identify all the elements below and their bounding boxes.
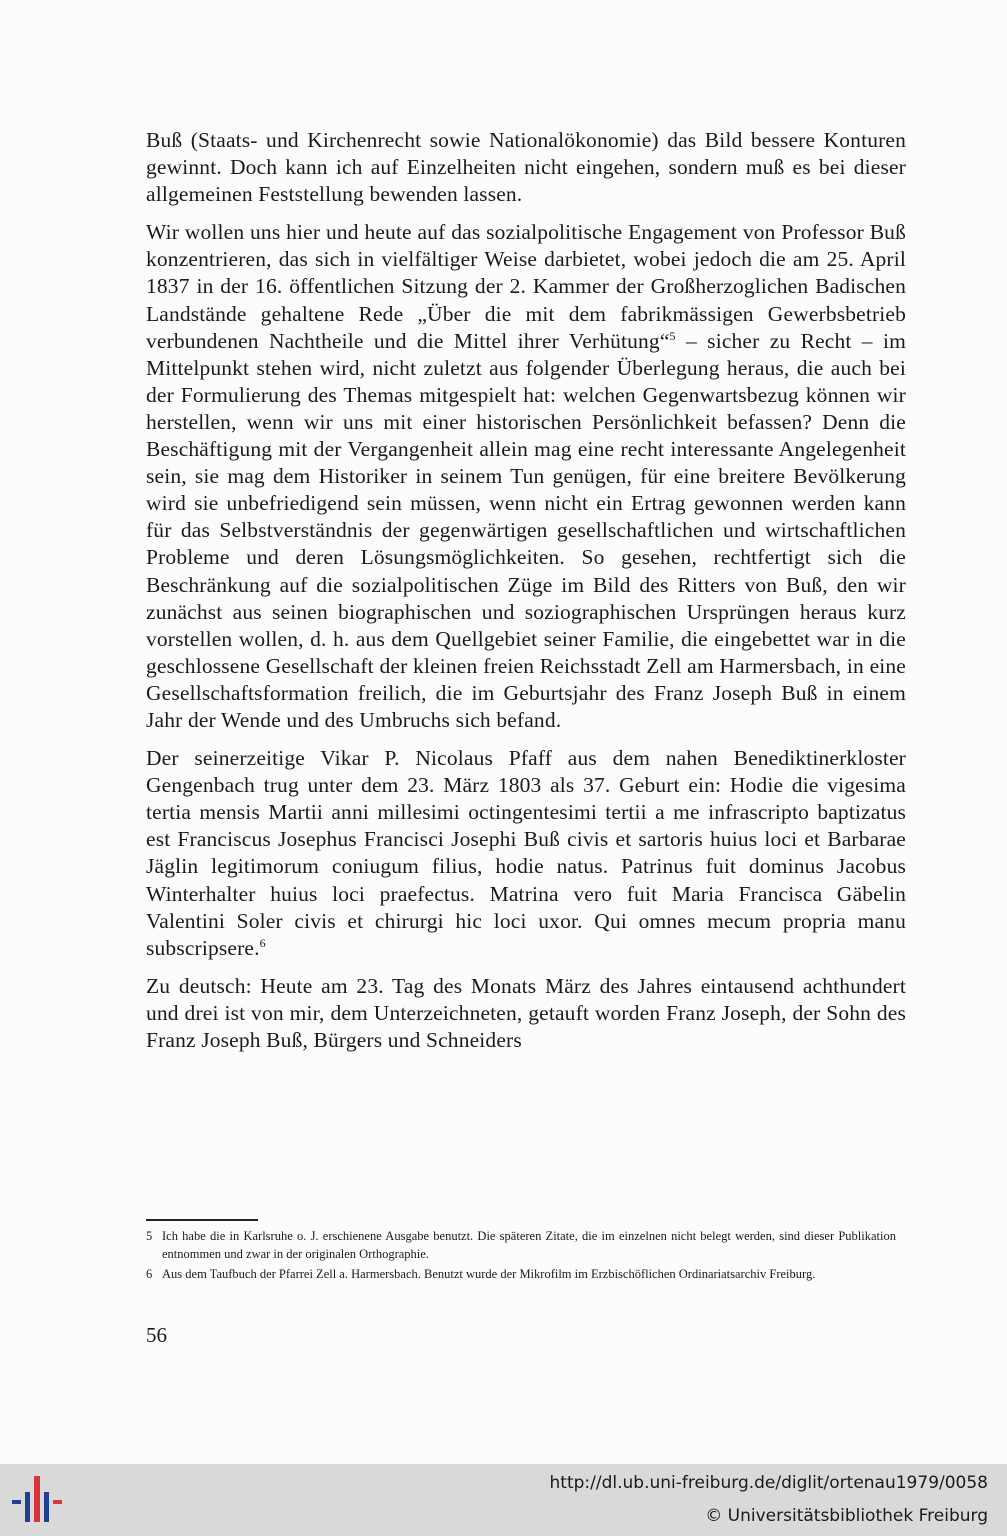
- footnote-divider: [146, 1219, 258, 1221]
- paragraph-4: Zu deutsch: Heute am 23. Tag des Monats März des Jahres eintausend achthundert und drei ist von mir, dem Unterzeichneten, getauft worden Franz Joseph, der Sohn des Franz Joseph Buß, Bürgers und Schneiders: [146, 973, 906, 1052]
- paragraph-3: [146, 745, 906, 962]
- paragraph-2-part-b: – sicher zu Recht – im Mittelpunkt stehen wird, nicht zuletzt aus folgender Überlegung heraus, die auch bei der Formulierung des Themas mitgespielt hat: welchen Gegenwartsbezug können wir herstellen, wenn wir uns mit einer historischen Persönlichkeit befassen? Denn die Beschäftigung mit der Vergangenheit allein mag eine recht interessante Angelegenheit sein, sie mag dem Historiker in seinem Tun genügen, für eine breitere Bevölkerung wird sie unbefriedigend sein müssen, wenn nicht ein Ertrag gewonnen werden kann für das Selbstverständnis der gegenwärtigen gesellschaftlichen und wirtschaftlichen Probleme und deren Lösungsmöglichkeiten. So gesehen, rechtfertigt sich die Beschränkung auf die sozialpolitischen Züge im Bild des Ritters von Buß, den wir zunächst aus seinen biographischen und soziographischen Ursprüngen heraus kurz vorstellen wollen, d. h. aus dem Quellgebiet seiner Familie, die eingebettet war in die geschlossene Gesellschaft der kleinen freien Reichsstadt Zell am Harmersbach, in eine Gesellschaftsformation freilich, die im Geburtsjahr des Franz Joseph Buß in einem Jahr der Wende und des Umbruchs sich befand.: [146, 328, 906, 732]
- paragraph-3-text: Der seinerzeitige Vikar P. Nicolaus Pfaff aus dem nahen Benediktinerkloster Gengenbach trug unter dem 23. März 1803 als 37. Geburt ein: Hodie die vigesima tertia mensis Martii anni millesimi octingentesimi tertii a me infrascripto baptizatus est Franciscus Josephus Francisci Josephi Buß civis et sartoris huius loci et Barbarae Jäglin legitimorum coniugum filius, hodie natus. Patrinus fuit dominus Jacobus Winterhalter huius loci praefectus. Matrina vero fuit Maria Francisca Gäbelin Valentini Soler civis et chirurgi hic loci uxor. Qui omnes mecum propria manu subscripsere.: [146, 746, 906, 960]
- footnote-ref-5[interactable]: 5: [669, 328, 676, 343]
- footnote-5: [146, 1227, 896, 1263]
- footnote-ref-6[interactable]: 6: [259, 935, 266, 950]
- ub-freiburg-logo-icon[interactable]: [12, 1476, 64, 1526]
- page-number: 56: [146, 1323, 167, 1347]
- body-text: [146, 127, 906, 1065]
- footnote-text: Aus dem Taufbuch der Pfarrei Zell a. Harmersbach. Benutzt wurde der Mikrofilm im Erzbischöflichen Ordinariatsarchiv Freiburg.: [162, 1267, 816, 1281]
- footnote-number: 5: [146, 1229, 153, 1243]
- permalink-url[interactable]: http://dl.ub.uni-freiburg.de/diglit/ortenau1979/0058: [549, 1473, 988, 1493]
- copyright-text: © Universitätsbibliothek Freiburg: [705, 1506, 988, 1526]
- paragraph-2: [146, 219, 906, 734]
- footnotes: [146, 1227, 896, 1285]
- paragraph-1: Buß (Staats- und Kirchenrecht sowie Nationalökonomie) das Bild bessere Konturen gewinnt. Doch kann ich auf Einzelheiten nicht eingehen, sondern muß es bei dieser allgemeinen Feststellung bewenden lassen.: [146, 128, 906, 207]
- footnote-number: 6: [146, 1267, 153, 1281]
- footnote-6: [146, 1265, 896, 1283]
- paragraph-2-part-a: Wir wollen uns hier und heute auf das sozialpolitische Engagement von Professor Buß konzentrieren, das sich in vielfältiger Weise darbietet, wobei jedoch die am 25. April 1837 in der 16. öffentlichen Sitzung der 2. Kammer der Großherzoglichen Badischen Landstände gehaltene Rede „Über die mit dem fabrikmässigen Gewerbsbetrieb verbundenen Nachtheile und die Mittel ihrer Verhütung“: [146, 220, 906, 353]
- footnote-text: Ich habe die in Karlsruhe o. J. erschienene Ausgabe benutzt. Die späteren Zitate, die im einzelnen nicht belegt werden, sind dieser Publikation entnommen und zwar in der originalen Orthographie.: [162, 1229, 896, 1261]
- viewer-footer: [0, 1464, 1007, 1536]
